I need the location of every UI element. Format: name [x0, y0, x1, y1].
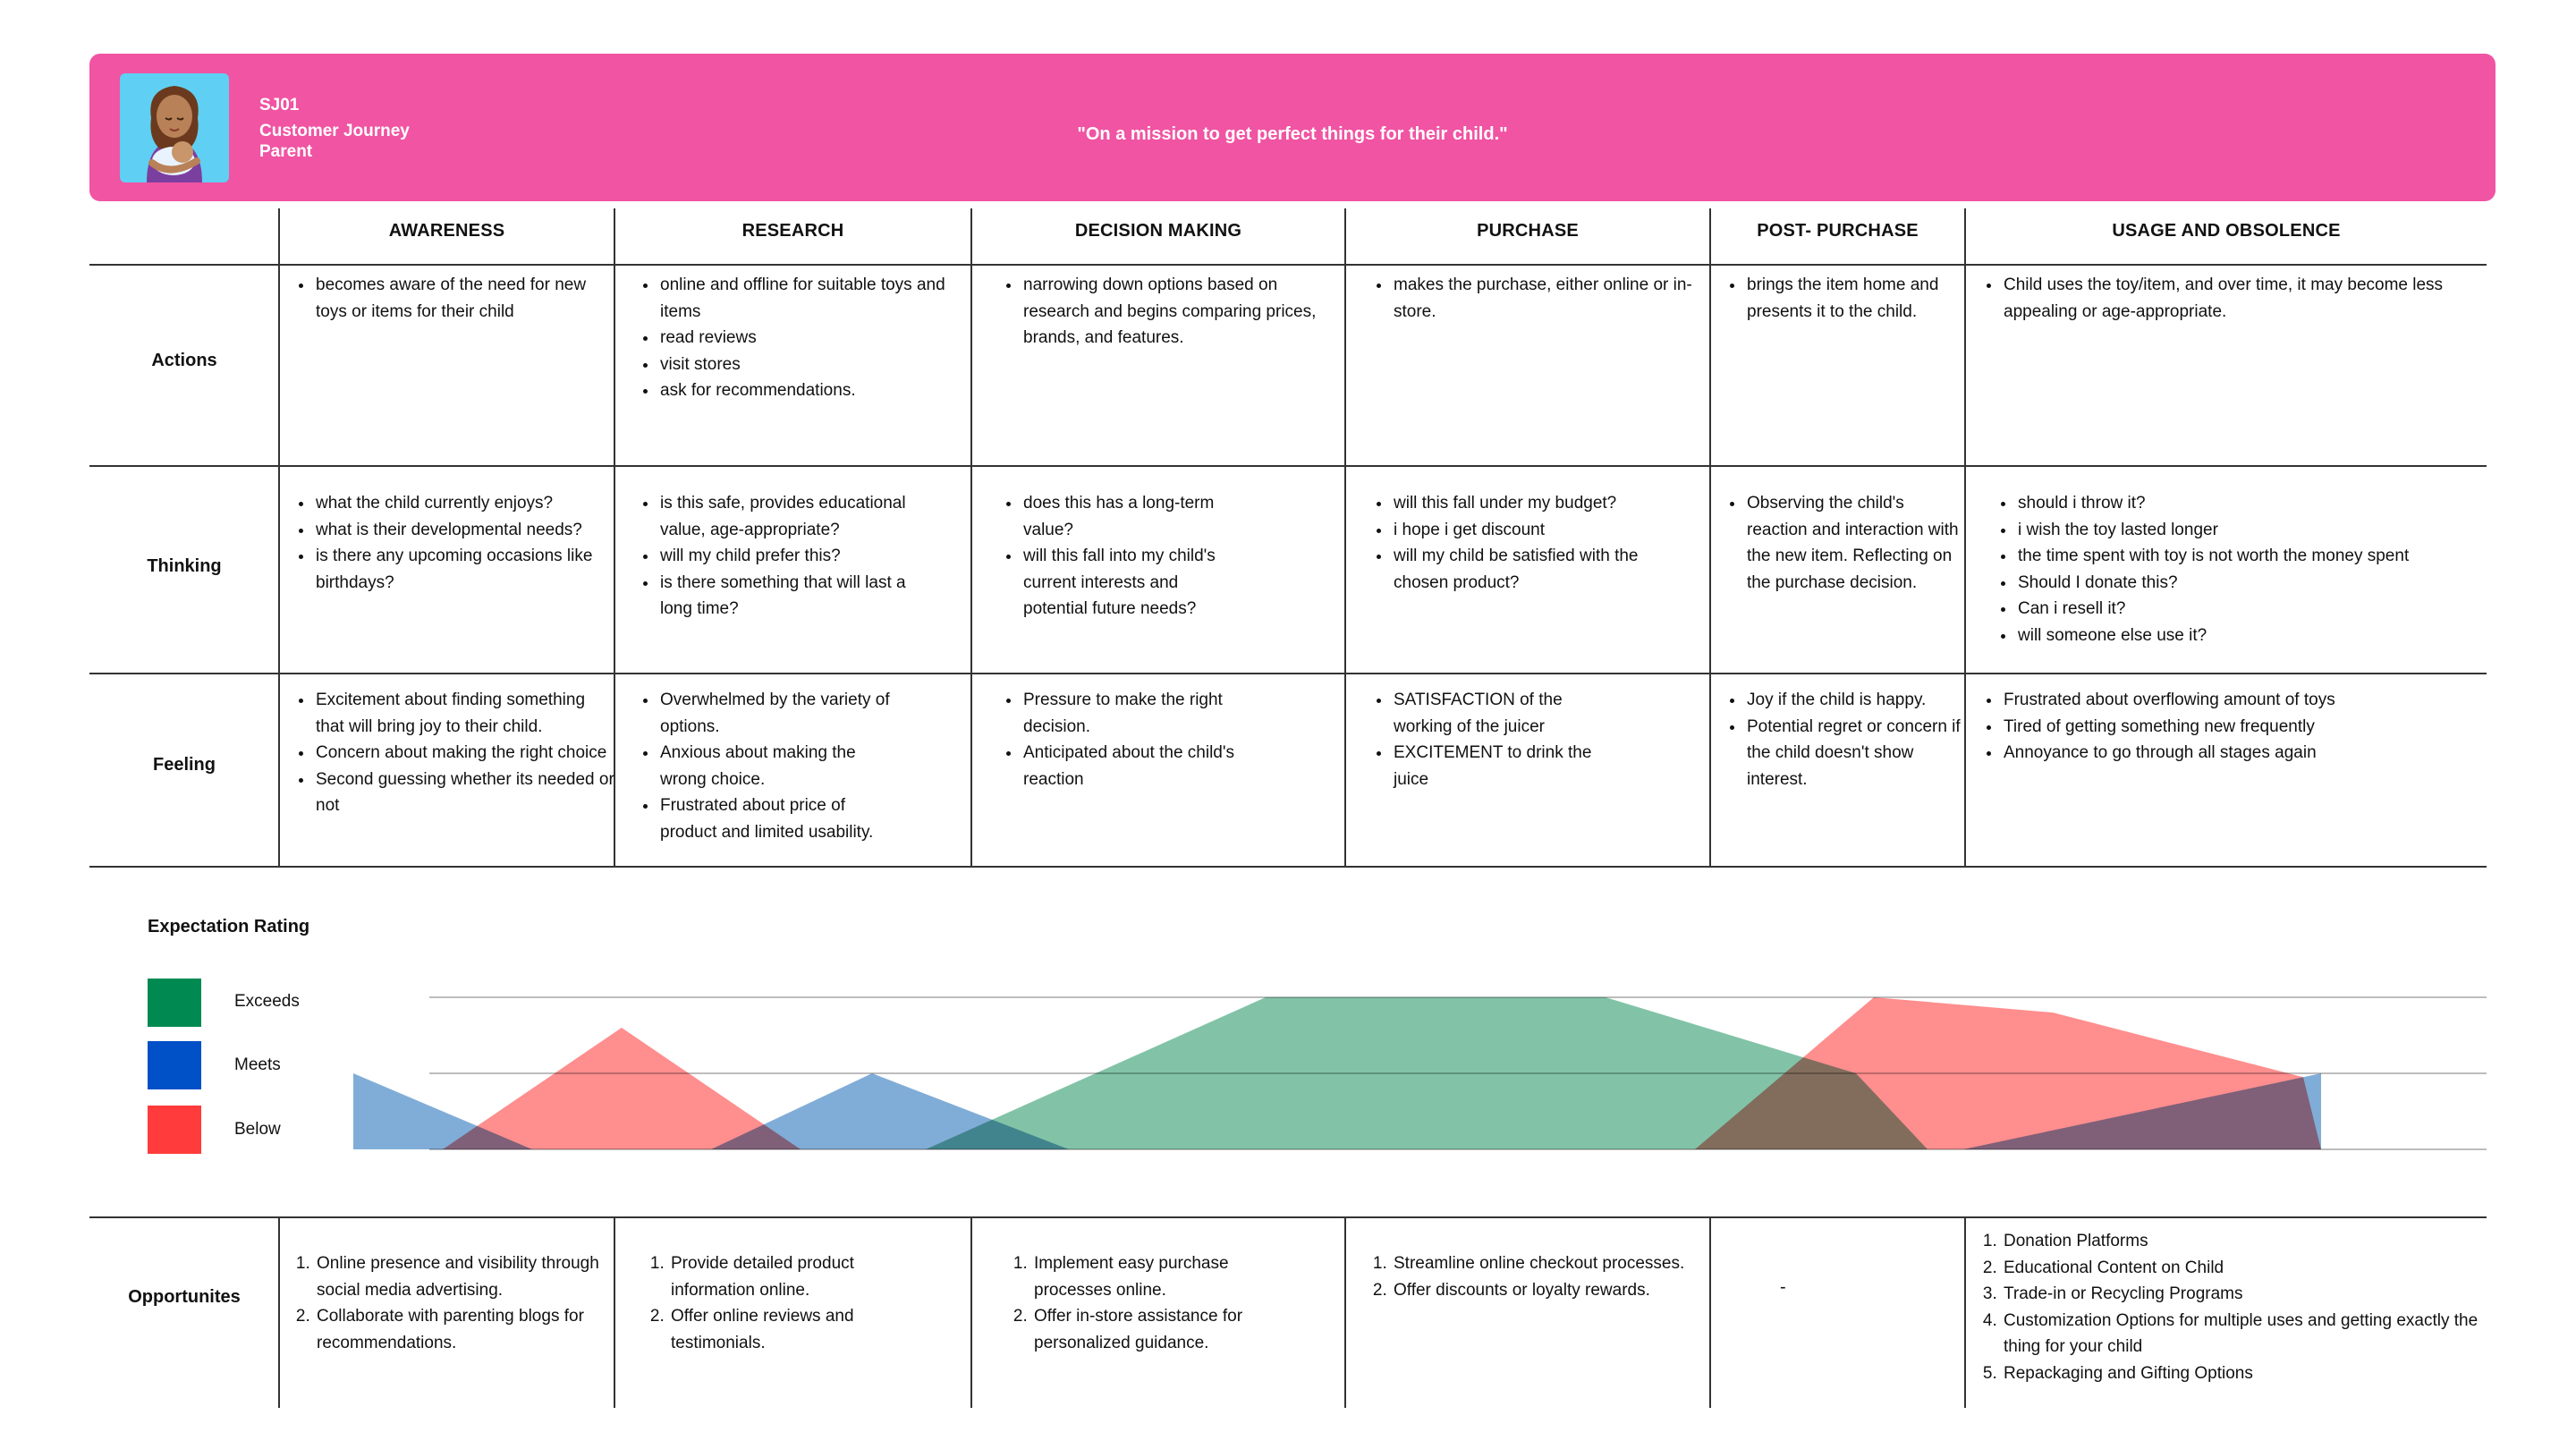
persona-quote: "On a mission to get perfect things for their child.": [1077, 124, 1508, 144]
stage-header-awareness: AWARENESS: [388, 221, 505, 241]
cell-opportunities-decision-making: [1005, 1250, 1274, 1356]
list-item: 2. Offer in-store assistance for personalized guidance.: [1032, 1303, 1274, 1356]
list-item: • Can i resell it?: [2016, 596, 2482, 623]
list-item: • the time spent with toy is not worth the money spent: [2016, 543, 2482, 570]
list-item: 4. Customization Options for multiple uses and getting exactly the thing for your child: [2002, 1308, 2485, 1360]
list-item: • Observing the child's reaction and interaction with the new item. Reflecting on the purchase decision.: [1745, 490, 1962, 596]
persona-name: Parent: [259, 142, 313, 161]
list-item: • is there something that will last a long time?: [658, 570, 941, 623]
cell-opportunities-awareness: [288, 1250, 612, 1356]
divider: [970, 1218, 972, 1408]
list-item: 1. Provide detailed product information online.: [669, 1250, 902, 1303]
legend-label-meets: Meets: [234, 1055, 281, 1074]
list-item: • Potential regret or concern if the child doesn't show interest.: [1745, 714, 1965, 793]
divider: [89, 1216, 2487, 1218]
list-item: • becomes aware of the need for new toys or items for their child: [314, 272, 611, 325]
list-item: • brings the item home and presents it to the child.: [1745, 272, 1962, 325]
list-item: • Overwhelmed by the variety of options.: [658, 687, 905, 740]
list-item: 2. Collaborate with parenting blogs for recommendations.: [315, 1303, 612, 1356]
list-item: 2. Offer discounts or loyalty rewards.: [1392, 1277, 1696, 1304]
journey-id: SJ01: [259, 96, 300, 114]
list-item: • Excitement about finding something that will bring joy to their child.: [314, 687, 614, 740]
list-item: • Should I donate this?: [2016, 570, 2482, 597]
divider: [278, 1218, 280, 1408]
list-item: • Anxious about making the wrong choice.: [658, 740, 905, 792]
list-item: 3. Trade-in or Recycling Programs: [2002, 1281, 2485, 1308]
expectation-title: Expectation Rating: [148, 917, 310, 936]
list-item: • Frustrated about overflowing amount of toys: [2002, 687, 2481, 714]
list-item: • is this safe, provides educational value, age-appropriate?: [658, 490, 941, 543]
list-item: • Concern about making the right choice: [314, 740, 614, 767]
list-item: • i hope i get discount: [1392, 517, 1674, 544]
legend-label-exceeds: Exceeds: [234, 992, 300, 1011]
list-item: • ask for recommendations.: [658, 377, 968, 404]
list-item: 1. Implement easy purchase processes online.: [1032, 1250, 1274, 1303]
row-label-feeling: Feeling: [152, 755, 216, 775]
list-item: • will this fall under my budget?: [1392, 490, 1674, 517]
list-item: • Pressure to make the right decision.: [1021, 687, 1241, 740]
stage-header-usage-and-obsolence: USAGE AND OBSOLENCE: [2112, 221, 2341, 241]
divider: [1964, 1218, 1966, 1408]
list-item: • should i throw it?: [2016, 490, 2482, 517]
list-item: • Child uses the toy/item, and over time, it may become less appealing or age-appropriate.: [2002, 272, 2481, 325]
list-item: 1. Streamline online checkout processes.: [1392, 1250, 1696, 1277]
list-item: • will someone else use it?: [2016, 623, 2482, 649]
cell-opportunities-research: [642, 1250, 902, 1356]
list-item: • Joy if the child is happy.: [1745, 687, 1965, 714]
cell-opportunities-post-purchase: -: [1780, 1277, 1786, 1297]
list-item: • what the child currently enjoys?: [314, 490, 611, 517]
list-item: • read reviews: [658, 325, 968, 352]
list-item: • Tired of getting something new frequently: [2002, 714, 2481, 741]
list-item: • does this has a long-term value?: [1021, 490, 1233, 543]
list-item: • will my child prefer this?: [658, 543, 941, 570]
divider: [1709, 1218, 1711, 1408]
legend-label-below: Below: [234, 1120, 281, 1139]
list-item: • narrowing down options based on research and begins comparing prices, brands, and features.: [1021, 272, 1322, 352]
row-label-opportunities: Opportunites: [128, 1287, 241, 1307]
list-item: • is there any upcoming occasions like birthdays?: [314, 543, 611, 596]
stage-header-purchase: PURCHASE: [1477, 221, 1579, 241]
row-label-actions: Actions: [151, 351, 217, 370]
list-item: 1. Donation Platforms: [2002, 1228, 2485, 1255]
list-item: • online and offline for suitable toys and items: [658, 272, 968, 325]
list-item: • EXCITEMENT to drink the juice: [1392, 740, 1603, 792]
stage-header-post-purchase: POST- PURCHASE: [1757, 221, 1919, 241]
list-item: 2. Educational Content on Child: [2002, 1255, 2485, 1282]
list-item: 1. Online presence and visibility through social media advertising.: [315, 1250, 612, 1303]
list-item: 2. Offer online reviews and testimonials.: [669, 1303, 902, 1356]
journey-title: Customer Journey: [259, 122, 410, 140]
cell-opportunities-purchase: [1365, 1250, 1696, 1303]
divider: [1344, 1218, 1346, 1408]
row-label-thinking: Thinking: [147, 556, 222, 576]
list-item: • will my child be satisfied with the chosen product?: [1392, 543, 1674, 596]
stage-header-decision-making: DECISION MAKING: [1074, 221, 1242, 241]
list-item: • Frustrated about price of product and limited usability.: [658, 792, 905, 845]
cell-opportunities-usage: [1975, 1228, 2485, 1386]
list-item: 5. Repackaging and Gifting Options: [2002, 1360, 2485, 1387]
list-item: • Second guessing whether its needed or not: [314, 767, 614, 819]
list-item: • visit stores: [658, 352, 968, 378]
list-item: • Anticipated about the child's reaction: [1021, 740, 1241, 792]
list-item: • SATISFACTION of the working of the juicer: [1392, 687, 1603, 740]
list-item: • what is their developmental needs?: [314, 517, 611, 544]
divider: [614, 1218, 615, 1408]
list-item: • makes the purchase, either online or in-store.: [1392, 272, 1701, 325]
list-item: • Annoyance to go through all stages again: [2002, 740, 2481, 767]
list-item: • i wish the toy lasted longer: [2016, 517, 2482, 544]
list-item: • will this fall into my child's current interests and potential future needs?: [1021, 543, 1233, 623]
stage-header-research: RESEARCH: [741, 221, 844, 241]
